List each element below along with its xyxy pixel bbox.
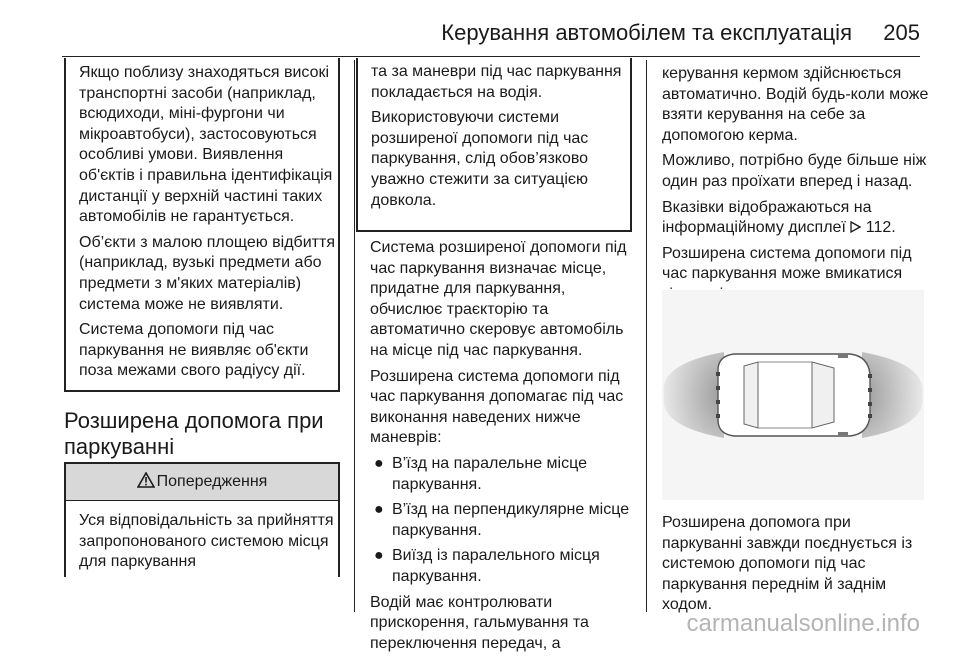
list-item	[370, 454, 632, 495]
body-paragraph: Розширена система допомоги під час паркування допомагає під час виконання наведених нижче маневрів:	[370, 367, 624, 447]
reference-text: Вказівки відображаються на інформаційному дисплеї	[662, 198, 872, 237]
rear-sensor-zone	[664, 352, 725, 438]
warning-text: Уся відповідальність за прийняття запропонованого системою місця для паркування	[79, 512, 334, 571]
section-heading: Розширена допомога при паркуванні	[64, 408, 324, 459]
warning-header	[66, 464, 338, 501]
continued-notice-box	[64, 58, 340, 392]
list-item-text: Виїзд із паралельного місця паркування.	[392, 547, 600, 585]
column-3-text	[662, 64, 932, 311]
list-item	[370, 546, 632, 587]
warning-triangle-icon	[137, 472, 155, 488]
body-paragraph: Розширена система допомоги під час паркування може вмикатися	[662, 244, 912, 283]
page-number: 205	[883, 20, 920, 45]
car-icon	[718, 354, 870, 436]
header-rule	[62, 56, 920, 57]
watermark: carmanualsonline.info	[686, 610, 920, 637]
bullet-icon: ●	[374, 547, 384, 565]
column-2-text	[370, 238, 632, 659]
notice-paragraph: Об’єкти з малою площею відбиття (наприклад, вузькі предмети або предмети з м'яких матеріалів) система може не виявляти.	[79, 233, 335, 313]
continued-warning-box	[356, 58, 632, 232]
front-sensor-zone	[862, 352, 923, 438]
list-item-text: В’їзд на паралельне місце паркування.	[392, 454, 587, 493]
reference-page: 112.	[865, 219, 896, 237]
maneuver-list	[370, 454, 632, 588]
body-paragraph: керування кермом здійснюється автоматично. Водій будь-коли може взяти керування на себе за допомогою керма.	[662, 65, 929, 144]
page-header	[0, 0, 960, 60]
body-paragraph	[662, 198, 932, 239]
warning-box	[64, 462, 340, 577]
body-paragraph: Можливо, потрібно буде більше ніж один раз проїхати вперед і назад.	[662, 152, 927, 190]
notice-paragraph: Якщо поблизу знаходяться високі транспортні засоби (наприклад, всюдиходи, міні-фургони чи мікроавтобуси), застосовуються особливі умови. Виявлення об'єктів і правильна ідентифікація дистанції у верхній частині таких автомобілів не гарантується.	[79, 64, 333, 226]
body-paragraph: Система розширеної допомоги під час паркування визначає місце, придатне для паркування, обчислює траєкторію та автоматично скеровує автомобіль на місце під час паркування.	[370, 239, 627, 359]
list-item-text: В’їзд на перпендикулярне місце паркування.	[392, 501, 630, 539]
notice-paragraph: Система допомоги під час паркування не виявляє об'єкти поза межами свого радіусу дії.	[79, 321, 309, 380]
column-divider-2	[646, 60, 647, 612]
page-reference-icon	[850, 221, 861, 233]
bullet-icon: ●	[374, 501, 384, 519]
figure-caption: Розширена допомога при паркуванні завжди поєднується із системою допомоги під час паркування переднім й заднім ходом.	[662, 514, 913, 614]
list-item	[370, 500, 632, 541]
body-paragraph: Водій має контролювати прискорення, гальмування та переключення передач, а	[370, 593, 589, 652]
warning-paragraph: та за маневри під час паркування покладається на водія.	[371, 63, 622, 101]
header-title: Керування автомобілем та експлуатація	[441, 20, 852, 45]
car-sensor-zones-illustration	[662, 290, 924, 500]
parking-sensor-figure	[662, 290, 924, 500]
bullet-icon: ●	[374, 454, 384, 472]
warning-paragraph: Використовуючи системи розширеної допомоги під час паркування, слід обов’язково уважно стежити за ситуацією довкола.	[371, 109, 589, 209]
warning-label: Попередження	[156, 473, 268, 490]
column-divider-1	[354, 60, 355, 612]
